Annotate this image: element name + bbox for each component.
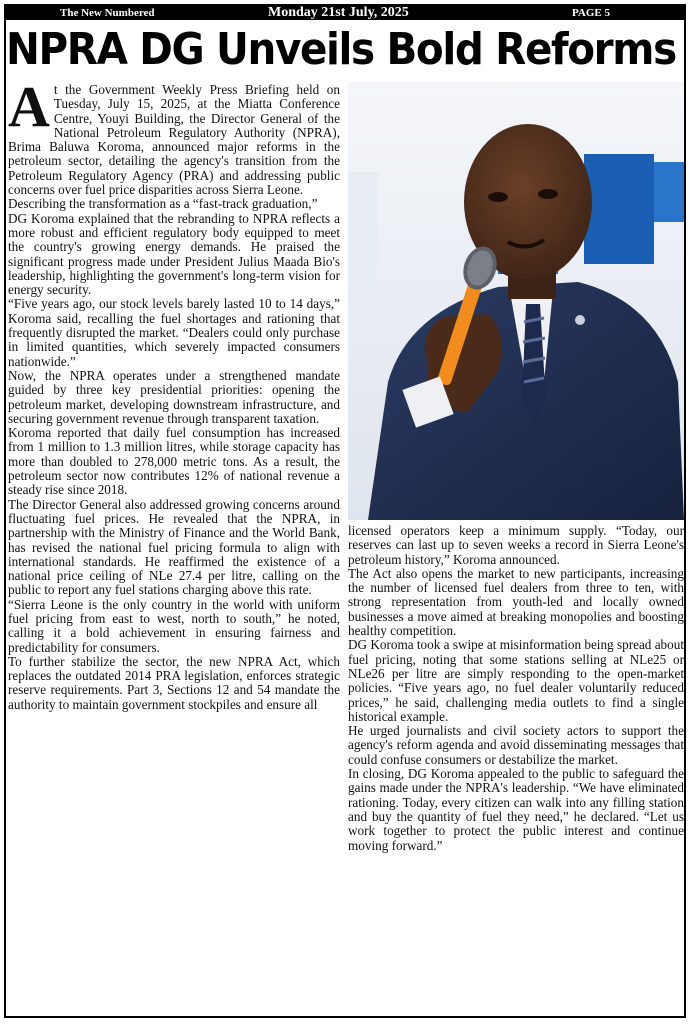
- page-number: PAGE 5: [572, 7, 610, 19]
- article-column-2: [348, 524, 684, 853]
- article-paragraph: In closing, DG Koroma appealed to the public to safeguard the gains made under the NPRA's leadership. “We have eliminated rationing. Today, every citizen can walk into any filling station and buy the quantity of fuel they need,” he declared. “Let us work together to protect the public interest and continue moving forward.”: [348, 766, 684, 853]
- article-paragraph: DG Koroma took a swipe at misinformation being spread about fuel pricing, noting that some stations selling at NLe25 or NLe26 per litre are simply responding to the open-market policies. “Five years ago, no fuel dealer voluntarily reduced prices,” he said, challenging media outlets to find a single historical example.: [348, 637, 684, 724]
- article-paragraph: He urged journalists and civil society actors to support the agency's reform agenda and avoid disseminating messages that could confuse consumers or destabilize the market.: [348, 723, 684, 767]
- article-headline: NPRA DG Unveils Bold Reforms: [6, 24, 676, 75]
- article-paragraph: licensed operators keep a minimum supply. “Today, our reserves can last up to seven weeks a record in Sierra Leone's petroleum history,” Koroma announced.: [348, 523, 684, 567]
- article-paragraph: At the Government Weekly Press Briefing held on Tuesday, July 15, 2025, at the Miatta Conference Centre, Youyi Building, the Director General of the National Petroleum Regulatory Authority (NPRA), Brima Baluwa Koroma, announced major reforms in the petroleum sector, detailing the agency's transition from the Petroleum Regulatory Agency (PRA) and addressing public concerns over fuel price disparities across Sierra Leone.: [8, 74, 340, 198]
- article-paragraph: “Five years ago, our stock levels barely lasted 10 to 14 days,” Koroma said, recalling the fuel shortages and rationing that frequently disrupted the market. “Dealers could only purchase in limited quantities, which severely impacted consumers nationwide.”: [8, 296, 340, 369]
- article-paragraph: The Act also opens the market to new participants, increasing the number of licensed fuel dealers from three to ten, with strong representation from youth-led and locally owned businesses a move aimed at breaking monopolies and boosting healthy competition.: [348, 565, 684, 639]
- drop-cap: A: [8, 74, 50, 139]
- issue-date: Monday 21st July, 2025: [268, 5, 409, 20]
- publication-name: The New Numbered: [60, 7, 155, 19]
- article-column-1: [8, 74, 340, 712]
- article-photo: [348, 82, 684, 520]
- article-paragraph: Describing the transformation as a “fast-track graduation,”: [8, 196, 318, 212]
- article-paragraph: DG Koroma explained that the rebranding to NPRA reflects a more robust and efficient regulatory body equipped to meet the country's growing energy demands. He praised the significant progress made under President Julius Maada Bio's leadership, highlighting the government's long-term vision for energy security.: [8, 210, 340, 298]
- article-paragraph: To further stabilize the sector, the new NPRA Act, which replaces the outdated 2014 PRA legislation, enforces strategic reserve requirements. Part 3, Sections 12 and 54 mandate the authority to maintain government stockpiles and ensure all: [8, 653, 340, 712]
- article-paragraph: The Director General also addressed growing concerns around fluctuating fuel prices. He revealed that the NPRA, in partnership with the Ministry of Finance and the World Bank, has revised the national fuel pricing formula to align with international standards. He reaffirmed the existence of a national price ceiling of NLe 27.4 per litre, calling on the public to report any fuel stations charging above this rate.: [8, 496, 340, 598]
- article-paragraph: Now, the NPRA operates under a strengthened mandate guided by three key presidential priorities: opening the petroleum market, developing downstream infrastructure, and securing government revenue through transparent taxation.: [8, 367, 340, 426]
- page-header-bar: [6, 6, 684, 20]
- article-paragraph: Koroma reported that daily fuel consumption has increased from 1 million to 1.3 million litres, while storage capacity has more than doubled to 278,000 metric tons. As a result, the petroleum sector now contributes 12% of national revenue a steady rise since 2018.: [8, 425, 340, 498]
- article-paragraph: “Sierra Leone is the only country in the world with uniform fuel pricing from east to west, north to south,” he noted, calling it a bold achievement in ensuring fairness and predictability for consumers.: [8, 596, 340, 655]
